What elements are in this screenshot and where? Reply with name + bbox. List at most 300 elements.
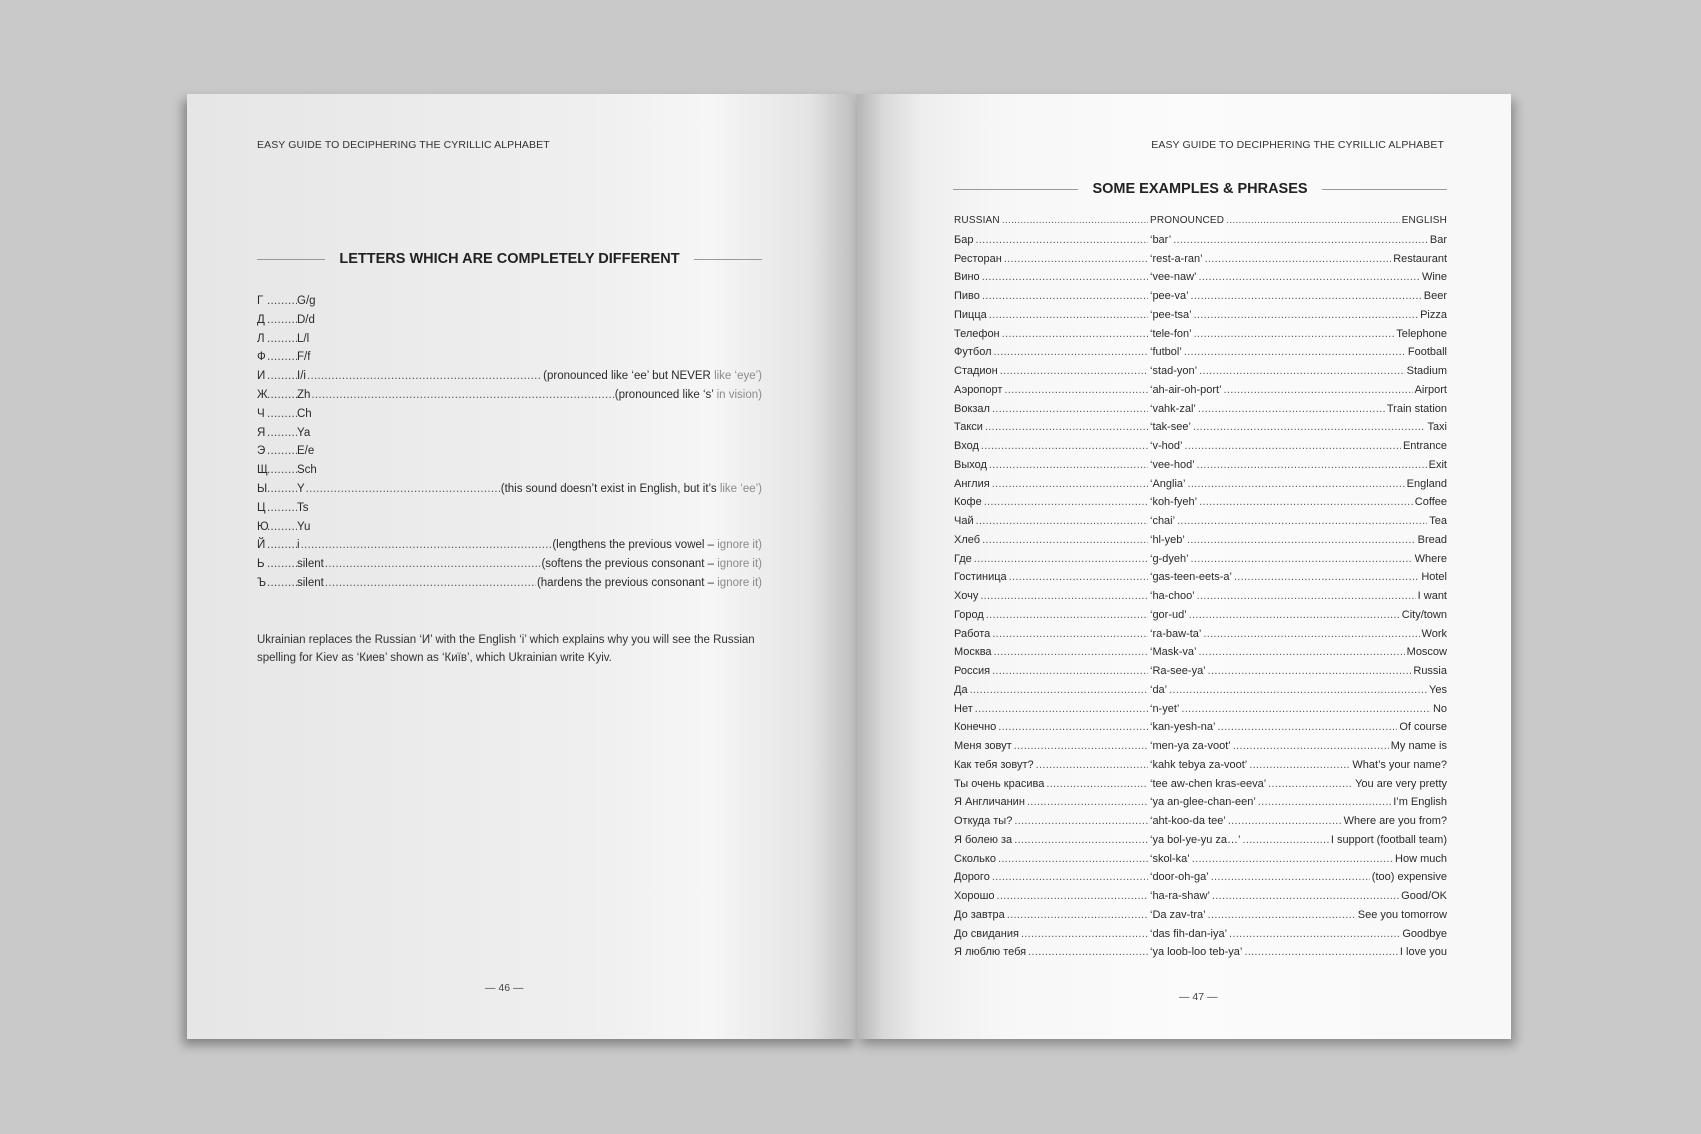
pronunciation: ‘v-hod’ bbox=[1150, 440, 1183, 452]
dot-leader bbox=[1229, 928, 1400, 940]
dot-leader bbox=[1194, 328, 1395, 340]
dot-leader bbox=[1208, 909, 1356, 921]
dot-leader bbox=[1002, 328, 1148, 340]
pronunciation: ‘bar’ bbox=[1150, 233, 1172, 246]
russian-word: Меня зовут bbox=[954, 740, 1012, 752]
dot-leader bbox=[267, 351, 297, 363]
dot-leader bbox=[1027, 796, 1148, 808]
pronunciation: ‘kahk tebya za-voot’ bbox=[1150, 758, 1248, 771]
heading-rule-left bbox=[953, 189, 1078, 190]
english-translation: I’m English bbox=[1393, 796, 1447, 809]
phrase-row bbox=[954, 309, 1447, 328]
english-translation: My name is bbox=[1390, 740, 1447, 752]
dot-leader bbox=[994, 346, 1149, 358]
header-english: ENGLISH bbox=[1401, 215, 1447, 226]
phrase-row bbox=[954, 403, 1447, 422]
dot-leader bbox=[982, 290, 1148, 302]
dot-leader bbox=[1205, 253, 1392, 265]
dot-leader bbox=[301, 539, 552, 551]
dot-leader bbox=[1197, 459, 1427, 471]
phrase-row bbox=[954, 534, 1447, 553]
russian-word: Хорошо bbox=[954, 890, 995, 902]
phrase-row bbox=[954, 290, 1447, 309]
pronunciation: ‘men-ya za-voot’ bbox=[1150, 740, 1231, 752]
english-translation: Goodbye bbox=[1402, 927, 1447, 940]
cyrillic-letter: Ъ bbox=[257, 576, 267, 589]
cyrillic-letter: Ц bbox=[257, 501, 266, 514]
running-head: EASY GUIDE TO DECIPHERING THE CYRILLIC ALPHABET bbox=[1151, 139, 1444, 151]
pronunciation: ‘ya bol-ye-yu za…’ bbox=[1150, 833, 1241, 846]
dot-leader bbox=[1002, 215, 1148, 226]
letter-row bbox=[257, 370, 762, 389]
latin-equivalent: Zh bbox=[297, 388, 311, 401]
pronunciation-note bbox=[501, 483, 762, 495]
phrase-row bbox=[954, 253, 1447, 272]
note-text: (pronounced like ‘s’ bbox=[614, 388, 717, 401]
pronunciation: ‘gor-ud’ bbox=[1150, 608, 1187, 621]
phrase-row bbox=[954, 609, 1447, 628]
dot-leader bbox=[975, 703, 1148, 715]
dot-leader bbox=[989, 459, 1148, 471]
english-translation: Tea bbox=[1429, 515, 1447, 527]
letter-row bbox=[257, 464, 762, 483]
dot-leader bbox=[1169, 684, 1427, 696]
note-text-grey: in vision) bbox=[716, 388, 762, 401]
russian-word: Работа bbox=[954, 627, 991, 640]
phrases-table bbox=[954, 215, 1447, 965]
dot-leader bbox=[1187, 534, 1416, 546]
pronunciation: ‘pee-tsa’ bbox=[1150, 308, 1192, 321]
latin-equivalent: G/g bbox=[297, 295, 316, 307]
running-head: EASY GUIDE TO DECIPHERING THE CYRILLIC ALPHABET bbox=[257, 139, 550, 151]
section-title: LETTERS WHICH ARE COMPLETELY DIFFERENT bbox=[339, 251, 680, 267]
russian-word: Вино bbox=[954, 271, 980, 284]
letter-row bbox=[257, 502, 762, 521]
pronunciation: ‘Ra-see-ya’ bbox=[1150, 665, 1206, 677]
dot-leader bbox=[1192, 853, 1393, 865]
phrase-row bbox=[954, 759, 1447, 778]
english-translation: Work bbox=[1421, 627, 1447, 640]
dot-leader bbox=[1187, 478, 1404, 490]
phrase-row bbox=[954, 234, 1447, 253]
dot-leader bbox=[984, 496, 1148, 508]
note-text-grey: ignore it) bbox=[717, 558, 762, 571]
dot-leader bbox=[1004, 384, 1148, 396]
english-translation: Yes bbox=[1429, 683, 1447, 696]
russian-word: До завтра bbox=[954, 908, 1005, 921]
pronunciation: ‘ha-ra-shaw’ bbox=[1150, 890, 1210, 902]
english-translation: Train station bbox=[1386, 402, 1447, 415]
cyrillic-letter: И bbox=[257, 370, 266, 383]
cyrillic-letter: Я bbox=[257, 426, 266, 439]
pronunciation-note bbox=[543, 370, 762, 382]
dot-leader bbox=[267, 483, 297, 495]
pronunciation: ‘ya loob-loo teb-ya’ bbox=[1150, 946, 1243, 959]
heading-rule-left bbox=[257, 259, 325, 260]
english-translation: Good/OK bbox=[1401, 890, 1447, 902]
letter-row bbox=[257, 558, 762, 577]
english-translation: Hotel bbox=[1421, 571, 1447, 584]
latin-equivalent: L/l bbox=[297, 332, 310, 345]
dot-leader bbox=[1007, 909, 1148, 921]
letters-list bbox=[257, 295, 762, 596]
pronunciation: ‘koh-fyeh’ bbox=[1150, 496, 1198, 509]
pronunciation: ‘pee-va’ bbox=[1150, 290, 1189, 302]
russian-word: Пиво bbox=[954, 290, 980, 302]
phrase-row bbox=[954, 384, 1447, 403]
phrase-row bbox=[954, 778, 1447, 797]
dot-leader bbox=[1014, 834, 1148, 846]
letter-row bbox=[257, 314, 762, 333]
phrase-row bbox=[954, 871, 1447, 890]
russian-word: Бар bbox=[954, 233, 974, 246]
dot-leader bbox=[1258, 796, 1391, 808]
english-translation: Russia bbox=[1413, 665, 1447, 677]
english-translation: I support (football team) bbox=[1330, 833, 1447, 846]
russian-word: Да bbox=[954, 683, 968, 696]
english-translation: Telephone bbox=[1396, 327, 1447, 340]
dot-leader bbox=[1028, 946, 1148, 958]
note-text: (this sound doesn’t exist in English, but it’s bbox=[500, 482, 720, 495]
dot-leader bbox=[992, 665, 1148, 677]
phrase-row bbox=[954, 478, 1447, 497]
pronunciation: ‘kan-yesh-na’ bbox=[1150, 721, 1216, 734]
dot-leader bbox=[1197, 590, 1416, 602]
dot-leader bbox=[1194, 309, 1419, 321]
phrase-row bbox=[954, 346, 1447, 365]
english-translation: Coffee bbox=[1414, 496, 1447, 509]
dot-leader bbox=[992, 628, 1148, 640]
english-translation: Beer bbox=[1423, 290, 1447, 302]
russian-word: Город bbox=[954, 608, 984, 621]
phrase-row bbox=[954, 365, 1447, 384]
pronunciation: ‘n-yet’ bbox=[1150, 702, 1180, 715]
cyrillic-letter: Э bbox=[257, 445, 266, 458]
page-number: — 47 — bbox=[1179, 991, 1218, 1003]
dot-leader bbox=[1233, 740, 1389, 752]
english-translation: Bread bbox=[1417, 533, 1447, 546]
pronunciation: ‘tee aw-chen kras-eeva’ bbox=[1150, 777, 1267, 790]
dot-leader bbox=[267, 389, 297, 401]
dot-leader bbox=[1036, 759, 1148, 771]
dot-leader bbox=[970, 684, 1148, 696]
russian-word: Телефон bbox=[954, 327, 1000, 340]
cyrillic-letter: Ю bbox=[257, 520, 269, 533]
english-translation: Stadium bbox=[1406, 365, 1447, 377]
latin-equivalent: E/e bbox=[297, 445, 315, 458]
letter-row bbox=[257, 295, 762, 314]
dot-leader bbox=[1021, 928, 1148, 940]
header-pronounced: PRONOUNCED bbox=[1150, 215, 1225, 226]
latin-equivalent: Ts bbox=[297, 501, 309, 514]
dot-leader bbox=[1224, 384, 1413, 396]
latin-equivalent: Yu bbox=[297, 520, 311, 533]
english-translation: No bbox=[1432, 702, 1447, 715]
phrase-row bbox=[954, 796, 1447, 815]
pronunciation: ‘gas-teen-eets-a’ bbox=[1150, 571, 1232, 584]
english-translation: You are very pretty bbox=[1355, 777, 1447, 790]
dot-leader bbox=[325, 577, 536, 589]
phrase-row bbox=[954, 909, 1447, 928]
english-translation: I love you bbox=[1399, 946, 1447, 959]
phrase-row bbox=[954, 628, 1447, 647]
dot-leader bbox=[980, 590, 1148, 602]
english-translation: Moscow bbox=[1406, 646, 1447, 659]
pronunciation: ‘skol-ka’ bbox=[1150, 852, 1190, 865]
dot-leader bbox=[1191, 553, 1413, 565]
english-translation: (too) expensive bbox=[1371, 871, 1447, 884]
dot-leader bbox=[267, 408, 297, 420]
pronunciation-note bbox=[541, 558, 762, 570]
dot-leader bbox=[306, 483, 500, 495]
dot-leader bbox=[1212, 890, 1399, 902]
dot-leader bbox=[1189, 609, 1400, 621]
phrase-row bbox=[954, 740, 1447, 759]
dot-leader bbox=[992, 871, 1148, 883]
right-page bbox=[857, 94, 1511, 1039]
russian-word: Ресторан bbox=[954, 252, 1002, 265]
english-translation: Airport bbox=[1414, 383, 1447, 396]
dot-leader bbox=[1046, 778, 1148, 790]
russian-word: Вход bbox=[954, 440, 979, 452]
english-translation: Bar bbox=[1429, 233, 1447, 246]
letter-row bbox=[257, 351, 762, 370]
header-russian: RUSSIAN bbox=[954, 215, 1000, 226]
latin-equivalent: Sch bbox=[297, 464, 317, 477]
dot-leader bbox=[267, 577, 297, 589]
dot-leader bbox=[267, 427, 297, 439]
dot-leader bbox=[994, 646, 1148, 658]
russian-word: Конечно bbox=[954, 721, 997, 734]
english-translation: Pizza bbox=[1420, 308, 1447, 321]
section-heading bbox=[257, 251, 762, 267]
english-translation: Where are you from? bbox=[1343, 815, 1447, 827]
pronunciation: ‘ya an-glee-chan-een’ bbox=[1150, 796, 1256, 809]
russian-word: Стадион bbox=[954, 365, 998, 377]
phrase-row bbox=[954, 590, 1447, 609]
dot-leader bbox=[1184, 440, 1401, 452]
pronunciation: ‘Da zav-tra’ bbox=[1150, 908, 1206, 921]
letter-row bbox=[257, 521, 762, 540]
dot-leader bbox=[1009, 571, 1148, 583]
section-heading bbox=[953, 181, 1447, 197]
english-translation: Wine bbox=[1421, 271, 1447, 284]
pronunciation-note bbox=[615, 389, 762, 401]
phrase-row bbox=[954, 853, 1447, 872]
russian-word: Откуда ты? bbox=[954, 815, 1013, 827]
cyrillic-letter: Ф bbox=[257, 351, 266, 364]
russian-word: Хочу bbox=[954, 590, 979, 602]
letter-row bbox=[257, 445, 762, 464]
dot-leader bbox=[992, 403, 1148, 415]
dot-leader bbox=[989, 309, 1148, 321]
english-translation: Football bbox=[1407, 346, 1447, 359]
phrase-row bbox=[954, 515, 1447, 534]
dot-leader bbox=[1203, 628, 1419, 640]
russian-word: Кофе bbox=[954, 496, 982, 509]
pronunciation: ‘aht-koo-da tee’ bbox=[1150, 815, 1226, 827]
dot-leader bbox=[1191, 290, 1422, 302]
left-page bbox=[187, 94, 857, 1039]
note-text: (pronounced like ‘ee’ but NEVER bbox=[543, 370, 715, 383]
pronunciation: ‘chai’ bbox=[1150, 515, 1176, 527]
cyrillic-letter: Д bbox=[257, 313, 265, 326]
pronunciation: ‘ah-air-oh-port’ bbox=[1150, 383, 1222, 396]
dot-leader bbox=[267, 464, 297, 476]
dot-leader bbox=[311, 389, 613, 401]
pronunciation: ‘futbol’ bbox=[1150, 346, 1182, 359]
russian-word: Как тебя зовут? bbox=[954, 758, 1034, 771]
phrase-row bbox=[954, 890, 1447, 909]
cyrillic-letter: Г bbox=[257, 295, 264, 307]
russian-word: Хлеб bbox=[954, 533, 981, 546]
phrase-row bbox=[954, 459, 1447, 478]
ukrainian-note-paragraph: Ukrainian replaces the Russian ‘И’ with the English ‘i’ which explains why you will see the Russian spelling for Kiev as ‘Киев’ shown as ‘Київ’, which Ukrainian write Kyiv. bbox=[257, 634, 755, 664]
english-translation: England bbox=[1406, 477, 1447, 490]
dot-leader bbox=[267, 314, 297, 326]
english-translation: Taxi bbox=[1427, 421, 1447, 434]
cyrillic-letter: Й bbox=[257, 539, 266, 552]
phrase-row bbox=[954, 328, 1447, 347]
letter-row bbox=[257, 333, 762, 352]
pronunciation: ‘Mask-va’ bbox=[1150, 646, 1197, 659]
dot-leader bbox=[1217, 721, 1397, 733]
note-text-grey: ignore it) bbox=[717, 576, 762, 589]
cyrillic-letter: Ч bbox=[257, 407, 265, 420]
latin-equivalent: F/f bbox=[297, 351, 311, 364]
latin-equivalent: silent bbox=[297, 558, 324, 571]
dot-leader bbox=[992, 478, 1148, 490]
dot-leader bbox=[267, 502, 297, 514]
letter-row bbox=[257, 577, 762, 596]
note-text-grey: like ‘eye’) bbox=[714, 370, 762, 383]
dot-leader bbox=[1211, 871, 1370, 883]
dot-leader bbox=[1268, 778, 1353, 790]
dot-leader bbox=[982, 271, 1148, 283]
dot-leader bbox=[1244, 946, 1398, 958]
dot-leader bbox=[986, 609, 1148, 621]
dot-leader bbox=[1226, 215, 1399, 226]
phrase-row bbox=[954, 703, 1447, 722]
english-translation: Where bbox=[1414, 552, 1447, 565]
russian-word: Футбол bbox=[954, 346, 992, 359]
latin-equivalent: Ch bbox=[297, 407, 312, 420]
dot-leader bbox=[1014, 815, 1148, 827]
letter-row bbox=[257, 408, 762, 427]
russian-word: Я болею за bbox=[954, 833, 1013, 846]
pronunciation: ‘vee-hod’ bbox=[1150, 458, 1195, 471]
english-translation: See you tomorrow bbox=[1357, 908, 1447, 921]
english-translation: What’s your name? bbox=[1352, 758, 1447, 771]
phrase-row bbox=[954, 684, 1447, 703]
english-translation: City/town bbox=[1401, 608, 1447, 621]
russian-word: Где bbox=[954, 552, 972, 565]
dot-leader bbox=[1242, 834, 1328, 846]
letter-row bbox=[257, 483, 762, 502]
dot-leader bbox=[267, 333, 297, 345]
phrase-row bbox=[954, 421, 1447, 440]
pronunciation-note bbox=[537, 577, 762, 589]
phrase-row bbox=[954, 815, 1447, 834]
phrase-row bbox=[954, 271, 1447, 290]
pronunciation: ‘door-oh-ga’ bbox=[1150, 871, 1209, 884]
dot-leader bbox=[1198, 271, 1419, 283]
dot-leader bbox=[1249, 759, 1350, 771]
cyrillic-letter: Щ bbox=[257, 464, 268, 477]
pronunciation: ‘tak-see’ bbox=[1150, 421, 1191, 434]
dot-leader bbox=[1000, 365, 1148, 377]
note-text: (softens the previous consonant – bbox=[541, 558, 718, 571]
pronunciation: ‘tele-fon’ bbox=[1150, 327, 1192, 340]
pronunciation: ‘vahk-zal’ bbox=[1150, 402, 1196, 415]
pronunciation: ‘hl-yeb’ bbox=[1150, 533, 1185, 546]
section-title: SOME EXAMPLES & PHRASES bbox=[1092, 181, 1308, 197]
latin-equivalent: Ya bbox=[297, 426, 311, 439]
english-translation: Of course bbox=[1399, 721, 1447, 734]
note-text: (hardens the previous consonant – bbox=[536, 576, 718, 589]
phrase-row bbox=[954, 946, 1447, 965]
dot-leader bbox=[1177, 515, 1427, 527]
dot-leader bbox=[998, 721, 1148, 733]
russian-word: Чай bbox=[954, 515, 974, 527]
russian-word: Москва bbox=[954, 646, 992, 659]
russian-word: Англия bbox=[954, 477, 990, 490]
cyrillic-letter: Ь bbox=[257, 558, 265, 571]
dot-leader bbox=[1208, 665, 1412, 677]
phrase-row bbox=[954, 553, 1447, 572]
dot-leader bbox=[1198, 646, 1404, 658]
phrase-row bbox=[954, 571, 1447, 590]
cyrillic-letter: Ы bbox=[257, 482, 268, 495]
dot-leader bbox=[997, 890, 1148, 902]
pronunciation: ‘Anglia’ bbox=[1150, 477, 1186, 490]
english-translation: I want bbox=[1417, 590, 1447, 602]
pronunciation: ‘da’ bbox=[1150, 683, 1168, 696]
dot-leader bbox=[307, 370, 542, 382]
pronunciation: ‘vee-naw’ bbox=[1150, 271, 1197, 284]
dot-leader bbox=[267, 558, 297, 570]
letter-row bbox=[257, 427, 762, 446]
page-number: — 46 — bbox=[485, 982, 524, 994]
phrase-row bbox=[954, 496, 1447, 515]
russian-word: Я люблю тебя bbox=[954, 946, 1027, 959]
cyrillic-letter: Ж bbox=[257, 388, 268, 401]
russian-word: До свидания bbox=[954, 927, 1019, 940]
dot-leader bbox=[267, 295, 297, 307]
english-translation: Exit bbox=[1428, 458, 1447, 471]
pronunciation: ‘ha-choo’ bbox=[1150, 590, 1195, 602]
pronunciation: ‘das fih-dan-iya’ bbox=[1150, 927, 1228, 940]
russian-word: Выход bbox=[954, 458, 987, 471]
dot-leader bbox=[1014, 740, 1148, 752]
english-translation: Entrance bbox=[1402, 440, 1447, 452]
dot-leader bbox=[1184, 346, 1406, 358]
dot-leader bbox=[267, 445, 297, 457]
russian-word: Гостиница bbox=[954, 571, 1007, 584]
latin-equivalent: D/d bbox=[297, 313, 315, 326]
phrase-row bbox=[954, 646, 1447, 665]
dot-leader bbox=[982, 534, 1148, 546]
dot-leader bbox=[976, 515, 1148, 527]
pronunciation: ‘ra-baw-ta’ bbox=[1150, 627, 1202, 640]
phrase-row bbox=[954, 928, 1447, 947]
dot-leader bbox=[1199, 365, 1405, 377]
dot-leader bbox=[975, 234, 1148, 246]
dot-leader bbox=[1228, 815, 1342, 827]
latin-equivalent: silent bbox=[297, 576, 324, 589]
russian-word: Дорого bbox=[954, 871, 990, 884]
russian-word: Пицца bbox=[954, 308, 987, 321]
